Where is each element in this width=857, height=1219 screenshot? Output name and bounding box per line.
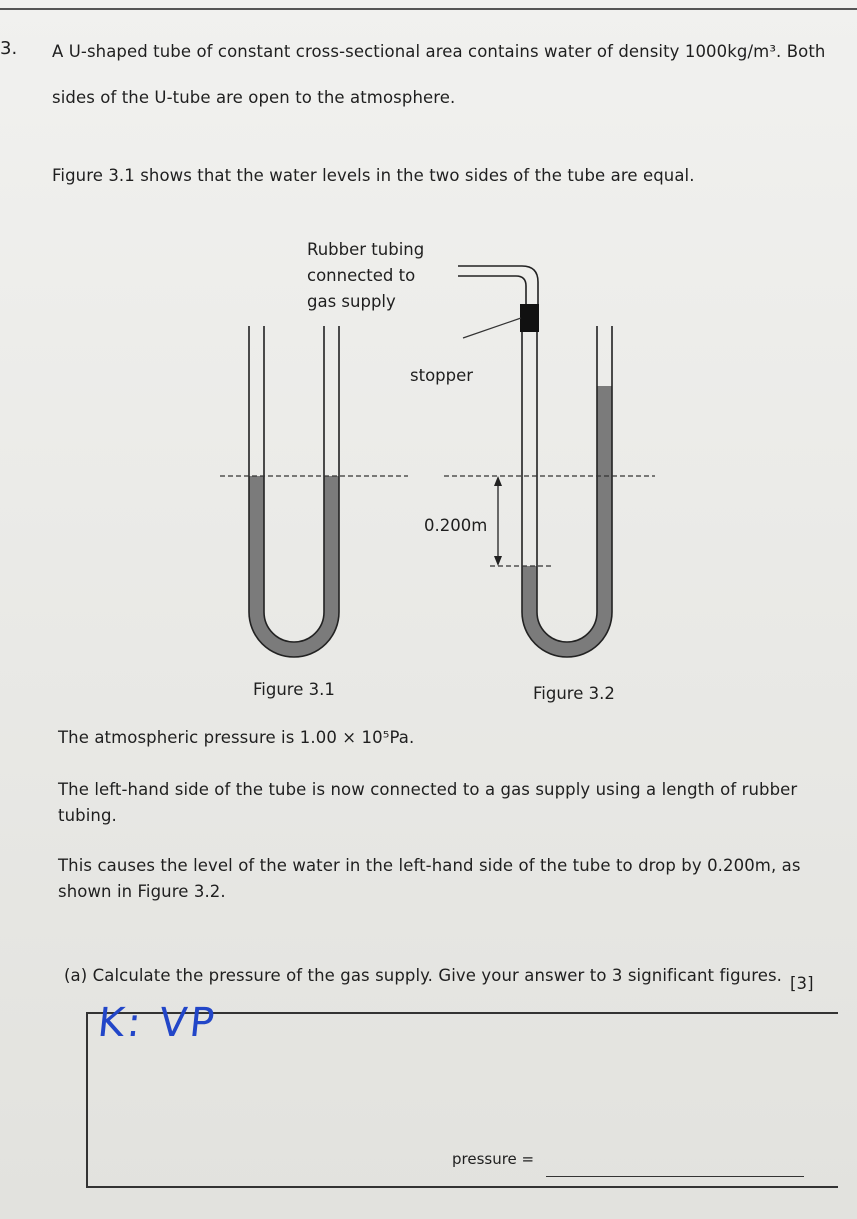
rubber-tubing-label-line-2: connected to: [307, 266, 416, 285]
part-a-marks: [3]: [790, 974, 814, 993]
height-label: 0.200m: [424, 516, 488, 535]
paragraph-3-line-1: This causes the level of the water in the left-hand side of the tube to drop by 0.200m, as: [58, 856, 801, 875]
height-arrow-head-down: [494, 556, 502, 566]
part-a-prompt: (a) Calculate the pressure of the gas supply. Give your answer to 3 significant figures.: [64, 966, 783, 985]
figure-description: Figure 3.1 shows that the water levels in the two sides of the tube are equal.: [52, 166, 695, 185]
intro-line-2: sides of the U-tube are open to the atmosphere.: [52, 88, 456, 107]
rubber-tubing-label-line-3: gas supply: [307, 292, 396, 311]
u-tube-figure-3-1: [220, 326, 408, 657]
figure-3-1-caption: Figure 3.1: [253, 680, 335, 699]
stopper-leader-line: [463, 318, 521, 338]
pressure-answer-label: pressure =: [452, 1150, 535, 1168]
tube-inner-wall-fig-3-1: [264, 326, 324, 642]
water-fig-3-1: [249, 476, 339, 657]
water-fig-3-2: [522, 386, 612, 657]
question-number: 3.: [0, 38, 18, 59]
atmospheric-pressure-text: The atmospheric pressure is 1.00 × 10⁵Pa.: [58, 728, 415, 747]
paragraph-2-line-1: The left-hand side of the tube is now connected to a gas supply using a length of rubber: [58, 780, 798, 799]
handwritten-note: K: VP: [95, 1000, 220, 1046]
figure-3-2-caption: Figure 3.2: [533, 684, 615, 703]
rubber-tubing-label-line-1: Rubber tubing: [307, 240, 425, 259]
intro-line-1: A U-shaped tube of constant cross-sectional area contains water of density 1000kg/m³. Both: [52, 42, 826, 61]
stopper: [520, 304, 539, 332]
rubber-tubing-inner: [458, 276, 526, 304]
paragraph-2-line-2: tubing.: [58, 806, 117, 825]
pressure-answer-line[interactable]: [546, 1176, 804, 1177]
paragraph-3-line-2: shown in Figure 3.2.: [58, 882, 226, 901]
height-arrow-head-up: [494, 476, 502, 486]
u-tube-figure-3-2: [444, 266, 655, 657]
stopper-label: stopper: [410, 366, 474, 385]
